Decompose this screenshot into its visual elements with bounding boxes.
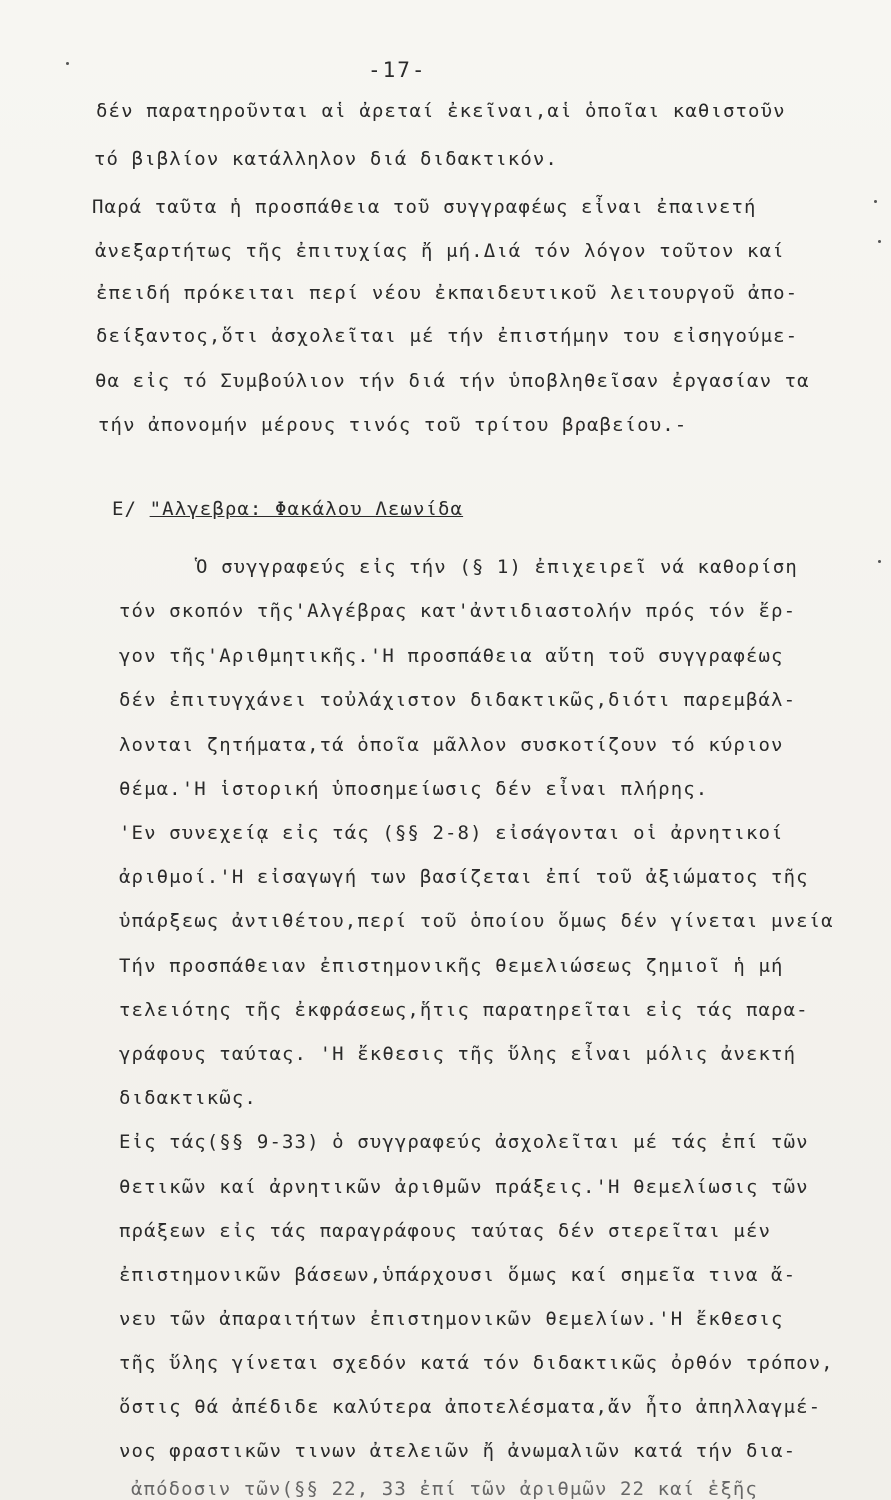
text-line: θα εἰς τό Συμβούλιον τήν διά τήν ὑποβληθεῖσαν ἐργασίαν τα bbox=[95, 370, 810, 392]
speck-mark bbox=[874, 200, 877, 203]
text-line: νευ τῶν ἀπαραιτήτων ἐπιστημονικῶν θεμελίων.'Η ἔκθεσις bbox=[119, 1308, 784, 1330]
text-line: δέν ἐπιτυγχάνει τοὐλάχιστον διδακτικῶς,διότι παρεμβάλ- bbox=[119, 689, 797, 711]
section-heading bbox=[112, 498, 463, 520]
text-line: ἐπιστημονικῶν βάσεων,ὑπάρχουσι ὅμως καί σημεῖα τινα ἄ- bbox=[119, 1264, 797, 1286]
text-line: ἀριθμοί.'Η εἰσαγωγή των βασίζεται ἐπί τοῦ ἀξιώματος τῆς bbox=[119, 866, 809, 888]
text-line: Παρά ταῦτα ἡ προσπάθεια τοῦ συγγραφέως εἶναι ἐπαινετή bbox=[92, 196, 757, 218]
text-line: Τήν προσπάθειαν ἐπιστημονικῆς θεμελιώσεως ζημιοῖ ἡ μή bbox=[119, 955, 784, 977]
text-line: λονται ζητήματα,τά ὁποῖα μᾶλλον συσκοτίζουν τό κύριον bbox=[119, 734, 784, 756]
speck-mark bbox=[878, 240, 881, 243]
text-line: Εἰς τάς(§§ 9-33) ὁ συγγραφεύς ἀσχολεῖται μέ τάς ἐπί τῶν bbox=[119, 1131, 809, 1153]
text-line: τελειότης τῆς ἐκφράσεως,ἥτις παρατηρεῖται εἰς τάς παρα- bbox=[119, 999, 809, 1021]
text-line: θετικῶν καί ἀρνητικῶν ἀριθμῶν πράξεις.'Η θεμελίωσις τῶν bbox=[119, 1176, 809, 1198]
text-line: 'Εν συνεχείᾳ εἰς τάς (§§ 2-8) εἰσάγονται οἱ ἀρνητικοί bbox=[119, 822, 784, 844]
page-number: -17- bbox=[368, 58, 427, 82]
text-line: δέν παρατηροῦνται αἱ ἀρεταί ἐκεῖναι,αἱ ὁποῖαι καθιστοῦν bbox=[96, 100, 786, 122]
text-line: τόν σκοπόν τῆς'Αλγέβρας κατ'ἀντιδιαστολήν πρός τόν ἔρ- bbox=[119, 600, 797, 622]
text-line: Ὁ συγγραφεύς εἰς τήν (§ 1) ἐπιχειρεῖ νά καθορίση bbox=[196, 556, 798, 578]
section-title: "Αλγεβρα: Φακάλου Λεωνίδα bbox=[149, 498, 464, 520]
text-line: ὅστις θά ἀπέδιδε καλύτερα ἀποτελέσματα,ἄν ἦτο ἀπηλλαγμέ- bbox=[119, 1396, 822, 1418]
text-line: ὑπάρξεως ἀντιθέτου,περί τοῦ ὁποίου ὅμως δέν γίνεται μνεία bbox=[119, 910, 834, 932]
speck-mark bbox=[878, 560, 881, 563]
text-line: διδακτικῶς. bbox=[119, 1087, 257, 1109]
text-line: τῆς ὕλης γίνεται σχεδόν κατά τόν διδακτικῶς ὀρθόν τρόπον, bbox=[119, 1352, 834, 1374]
text-line: τό βιβλίον κατάλληλον διά διδακτικόν. bbox=[94, 148, 558, 170]
text-line: δείξαντος,ὅτι ἀσχολεῖται μέ τήν ἐπιστήμην του εἰσηγούμε- bbox=[96, 325, 799, 347]
text-line: θέμα.'Η ἱστορική ὑποσημείωσις δέν εἶναι πλήρης. bbox=[119, 778, 709, 800]
text-line-struck: ἀπόδοσιν τῶν(§§ 22, 33 ἐπί τῶν ἀριθμῶν 22 καί ἑξῆς bbox=[131, 1478, 758, 1500]
speck-mark bbox=[66, 62, 69, 65]
text-line: ἐπειδή πρόκειται περί νέου ἐκπαιδευτικοῦ λειτουργοῦ ἀπο- bbox=[96, 282, 799, 304]
section-prefix: Ε/ bbox=[112, 498, 138, 520]
text-line: γον τῆς'Αριθμητικῆς.'Η προσπάθεια αὕτη τοῦ συγγραφέως bbox=[119, 645, 784, 667]
text-line: τήν ἀπονομήν μέρους τινός τοῦ τρίτου βραβείου.- bbox=[98, 414, 688, 436]
text-line: πράξεων εἰς τάς παραγράφους ταύτας δέν στερεῖται μέν bbox=[119, 1220, 772, 1242]
text-line: γράφους ταύτας. 'Η ἔκθεσις τῆς ὕλης εἶναι μόλις ἀνεκτή bbox=[119, 1043, 797, 1065]
text-line: νος φραστικῶν τινων ἀτελειῶν ἤ ἀνωμαλιῶν κατά τήν δια- bbox=[119, 1440, 797, 1462]
text-line: ἀνεξαρτήτως τῆς ἐπιτυχίας ἤ μή.Διά τόν λόγον τοῦτον καί bbox=[95, 240, 785, 262]
